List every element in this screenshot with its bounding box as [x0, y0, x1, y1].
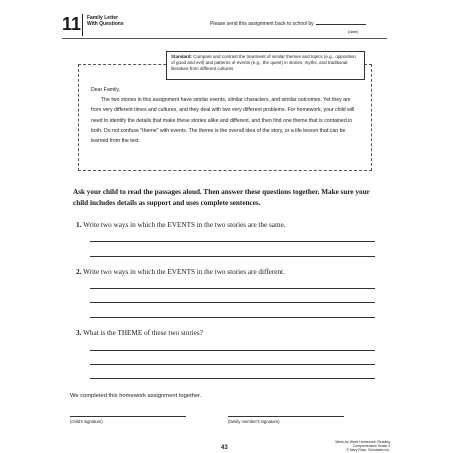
date-blank[interactable]: [316, 24, 366, 25]
standard-text: Compare and contrast the treatment of similar themes and topics (e.g., opposition of good and evil) and patterns of events (e.g., the quest) in stories, myths, and traditional literature from different cultures: [171, 54, 356, 71]
page-number: 43: [221, 445, 228, 451]
lesson-title-line2: With Questions: [87, 21, 124, 27]
question-2-number: 2.: [76, 268, 82, 276]
letter-body: The two stories in this assignment have similar events, similar characters, and similar outcomes. Yet they are from very different times and cultures, and they deal with two very different problems. For homework, your child will need to identify the details that make these stories alike and different, and then find one theme that is contained in both. Do not confuse "theme" with events. The theme is the overall idea of the story, or a life lesson that can be learned from the text.: [91, 97, 355, 145]
answer-line-1a[interactable]: [90, 241, 375, 242]
credit-line-2: © Mary Rose, Scholastic Inc.: [346, 448, 390, 453]
credit: [318, 440, 390, 453]
question-3-text: What is the THEME of these two stories?: [83, 329, 203, 337]
lesson-number: 11: [62, 14, 82, 34]
lesson-title-line1: Family Letter: [87, 15, 119, 21]
letter-greeting: Dear Family,: [91, 87, 121, 93]
answer-line-2b[interactable]: [90, 302, 375, 303]
credit-line-1: Week-by-Week Homework: Reading Comprehension Grade 4: [335, 440, 390, 449]
question-1-number: 1.: [76, 221, 82, 229]
date-label: (date): [348, 29, 359, 34]
question-1: [76, 221, 286, 229]
completed-statement: We completed this homework assignment together.: [70, 393, 202, 399]
answer-line-3b[interactable]: [90, 364, 375, 365]
question-2-text: Write two ways in which the EVENTS in the two stories are different.: [83, 268, 285, 276]
header-rule: [62, 38, 387, 39]
question-3-number: 3.: [76, 329, 82, 337]
family-signature-line[interactable]: [228, 416, 344, 417]
question-2: [76, 268, 285, 276]
answer-line-1b[interactable]: [90, 256, 375, 257]
answer-line-3c[interactable]: [90, 378, 375, 379]
standard-label: Standard:: [171, 54, 193, 59]
header-divider: [82, 14, 83, 36]
child-signature-line[interactable]: [70, 416, 186, 417]
lesson-title: [87, 15, 124, 27]
instructions: Ask your child to read the passages aloud. Then answer these questions together. Make sure your child includes details as support and uses complete sentences.: [73, 188, 370, 207]
question-3: [76, 329, 203, 337]
answer-line-2a[interactable]: [90, 288, 375, 289]
family-letter: [91, 85, 361, 146]
send-back-note: [210, 21, 366, 27]
send-back-text: Please send this assignment back to school by: [210, 21, 314, 27]
question-1-text: Write two ways in which the EVENTS in the two stories are the same.: [83, 221, 286, 229]
family-signature-label: (family member's signature): [228, 419, 280, 424]
standard-box: [166, 51, 365, 80]
child-signature-label: (child's signature): [70, 419, 103, 424]
answer-line-3a[interactable]: [90, 350, 375, 351]
answer-line-2c[interactable]: [90, 317, 375, 318]
